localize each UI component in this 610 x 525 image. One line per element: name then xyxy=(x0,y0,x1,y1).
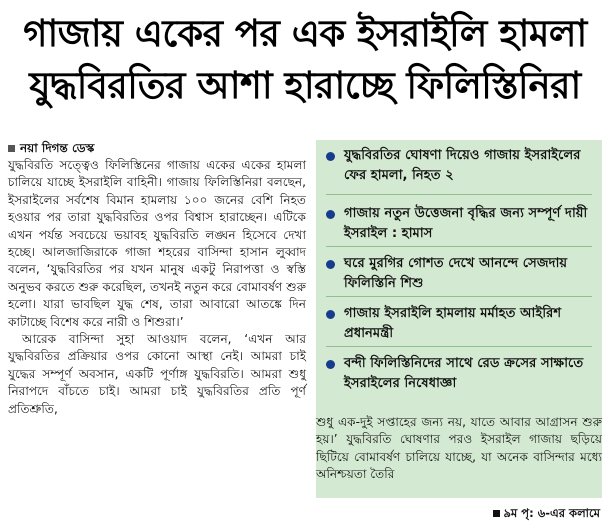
byline-square-icon xyxy=(8,145,15,152)
bullet-dot-icon xyxy=(326,360,335,369)
bullet-dot-icon xyxy=(326,210,335,219)
continuation-note xyxy=(493,505,600,524)
byline-text: নয়া দিগন্ত ডেস্ক xyxy=(20,141,95,155)
bullet-dot-icon xyxy=(326,260,335,269)
byline xyxy=(8,140,94,156)
bullet-dot-icon xyxy=(326,152,335,161)
divider xyxy=(326,246,592,247)
related-news-text: বন্দী ফিলিস্তিনিদের সাথে রেড ক্রসের সাক্ষাতে ইসরাইলের নিষেধাজ্ঞা xyxy=(344,356,584,391)
headline-line-2: যুদ্ধবিরতির আশা হারাচ্ছে ফিলিস্তিনিরা xyxy=(29,64,581,107)
bullet-dot-icon xyxy=(326,310,335,319)
jump-square-icon xyxy=(493,510,500,517)
related-news-text: ঘরে মুরগির গোশত দেখে আনন্দে সেজদায় ফিলিস্তিনি শিশু xyxy=(344,256,568,291)
article-body-left xyxy=(8,157,306,418)
body-paragraph-3: শুধু এক-দুই সপ্তাহের জন্য নয়, যাতে আবার আগ্রাসন শুরু হয়।’ যুদ্ধবিরতি ঘোষণার পরও ইসরাইল গাজায় ছড়িয়ে ছিটিয়ে বোমাবর্ষণ চালিয়ে যাচ্ছে, যা অনেক বাসিন্দার মধ্যে অনিশ্চয়তা তৈরি xyxy=(316,415,602,482)
related-news-item[interactable] xyxy=(326,354,598,394)
article-body-right xyxy=(316,414,602,484)
related-news-item[interactable] xyxy=(326,204,598,244)
headline-line-1: গাজায় একের পর এক ইসরাইলি হামলা xyxy=(23,12,587,55)
related-news-item[interactable] xyxy=(326,254,598,294)
divider xyxy=(326,296,592,297)
related-news-text: গাজায় ইসরাইলি হামলায় মর্মাহত আইরিশ প্রধানমন্ত্রী xyxy=(344,306,562,341)
divider xyxy=(326,346,592,347)
related-news-text: গাজায় নতুন উত্তেজনা বৃদ্ধির জন্য সম্পূর্ণ দায়ী ইসরাইল : হামাস xyxy=(344,206,588,241)
related-news-item[interactable] xyxy=(326,146,598,186)
body-paragraph-1: যুদ্ধবিরতি সত্ত্বেও ফিলিস্তিনের গাজায় একের একের হামলা চালিয়ে যাচ্ছে ইসরাইলি বাহিনী। গাজায় ফিলিস্তিনিরা বলছেন, ইসরাইলের সর্বশেষ বিমান হামলায় ১০০ জনের বেশি নিহত হওয়ার পর তারা যুদ্ধবিরতির ওপর বিশ্বাস হারাচ্ছেন। এটিকে এখন পর্যন্ত সবচেয়ে ভয়াবহ যুদ্ধবিরতি লঙ্ঘন হিসেবে দেখা হচ্ছে। আলজাজিরাকে গাজা শহরের বাসিন্দা হাসান লুব্বাদ বলেন, ‘যুদ্ধবিরতির পর যখন মানুষ একটু নিরাপত্তা ও স্বস্তি অনুভব করতে শুরু করেছিল, তখনই নতুন করে বোমাবর্ষণ শুরু হলো। যারা ভাবছিল যুদ্ধ শেষ, তারা আবারো আতঙ্কে দিন কাটাচ্ছে বিশেষ করে নারী ও শিশুরা।’ xyxy=(8,158,306,329)
related-news-text: যুদ্ধবিরতির ঘোষণা দিয়েও গাজায় ইসরাইলের ফের হামলা, নিহত ২ xyxy=(344,148,581,183)
body-paragraph-2: আরেক বাসিন্দা সুহা আওয়াদ বলেন, ‘এখন আর যুদ্ধবিরতির প্রক্রিয়ার ওপর কোনো আস্থা নেই। আমরা চাই যুদ্ধের সম্পূর্ণ অবসান, একটি পূর্ণাঙ্গ যুদ্ধবিরতি। আমরা শুধু নিরাপদে বাঁচতে চাই। আমরা চাই যুদ্ধবিরতির প্রতি পূর্ণ প্রতিশ্রুতি, xyxy=(8,332,306,416)
related-news-item[interactable] xyxy=(326,304,598,344)
divider xyxy=(326,194,592,195)
continuation-text: ৯ম পৃ: ৬-এর কলামে xyxy=(503,506,600,520)
